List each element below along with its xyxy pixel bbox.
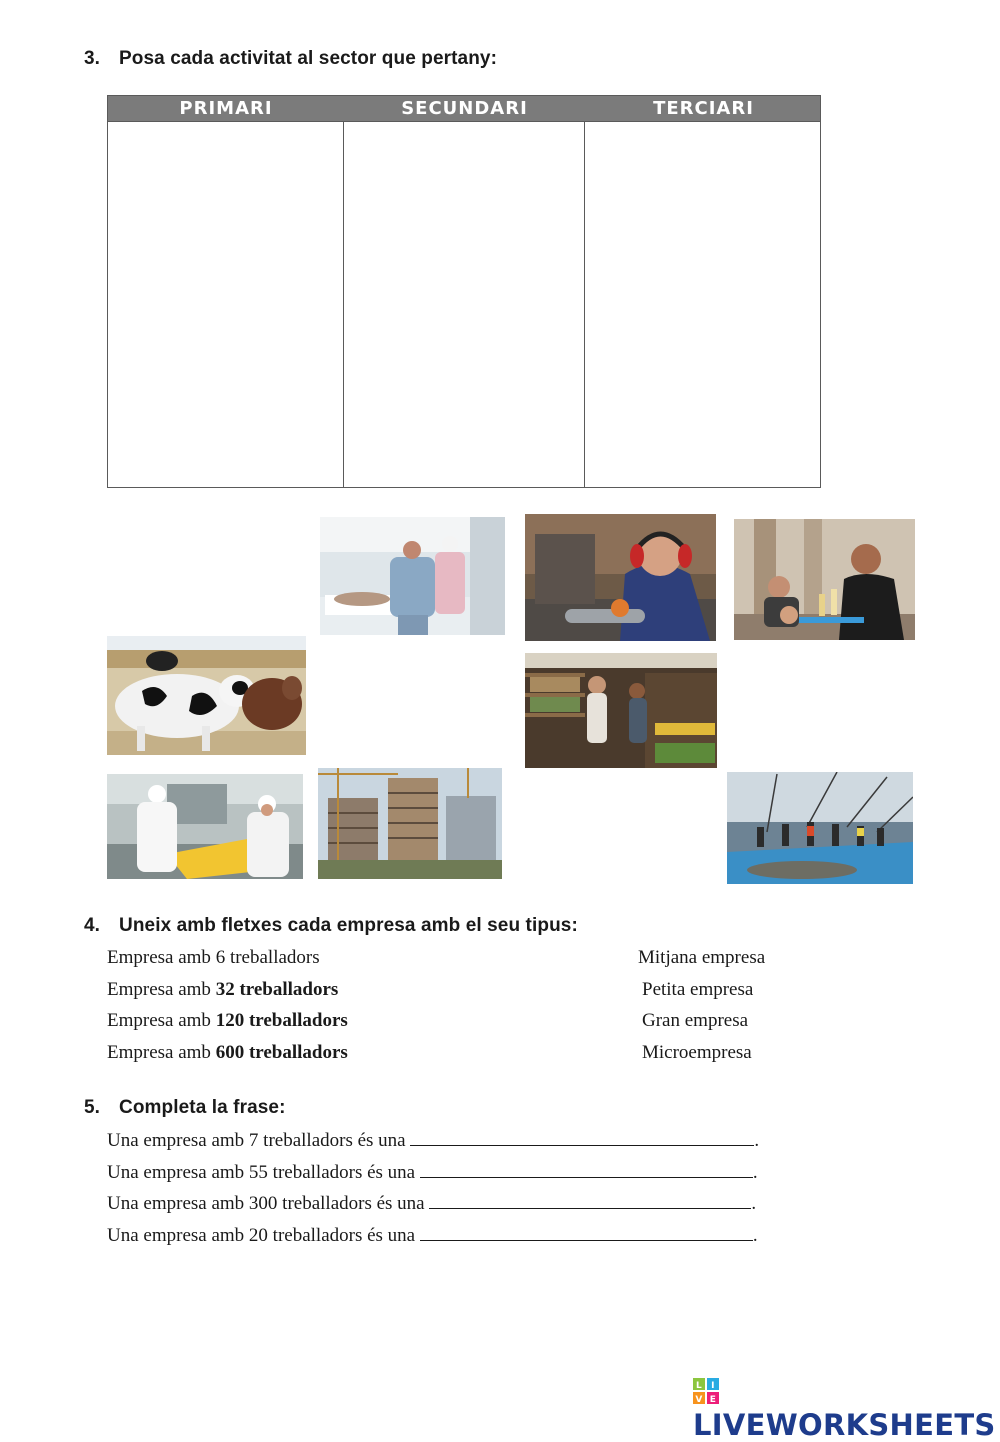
- answer-blank[interactable]: [420, 1160, 753, 1178]
- question-3-title: [84, 48, 497, 70]
- company-item[interactable]: [107, 979, 338, 1001]
- company-item[interactable]: [107, 1010, 348, 1032]
- sentence-row: [107, 1160, 758, 1184]
- photo-cows[interactable]: [107, 636, 306, 755]
- photo-factory-worker[interactable]: [525, 514, 716, 641]
- company-type[interactable]: Gran empresa: [642, 1010, 749, 1031]
- sentence-text: Una empresa amb 20 treballadors és una: [107, 1225, 416, 1246]
- answer-blank[interactable]: [410, 1128, 754, 1146]
- svg-text:E: E: [709, 1395, 717, 1404]
- answer-blank[interactable]: [429, 1191, 751, 1209]
- question-4-title: [84, 915, 578, 937]
- sector-table-header: [108, 96, 820, 122]
- sentence-end: .: [752, 1225, 758, 1246]
- column-terciari: TERCIARI: [653, 98, 754, 119]
- company-workers: 6 treballadors: [215, 947, 320, 968]
- photo-waiter[interactable]: [734, 519, 915, 640]
- sentence-text: Una empresa amb 7 treballadors és una: [107, 1130, 406, 1151]
- question-text: Uneix amb fletxes cada empresa amb el seu tipus:: [119, 915, 578, 936]
- question-number: 4.: [84, 915, 101, 936]
- drop-zone-secundari[interactable]: [344, 122, 584, 487]
- photo-food-factory[interactable]: [107, 774, 303, 879]
- answer-blank[interactable]: [420, 1223, 753, 1241]
- sentence-end: .: [752, 1162, 758, 1183]
- sector-table: [107, 95, 821, 488]
- photo-market[interactable]: [525, 653, 717, 768]
- sentence-text: Una empresa amb 55 treballadors és una: [107, 1162, 416, 1183]
- column-primari: PRIMARI: [179, 98, 273, 119]
- company-type[interactable]: Microempresa: [642, 1042, 752, 1063]
- question-text: Completa la frase:: [119, 1097, 286, 1118]
- sentence-end: .: [754, 1130, 760, 1151]
- brand-name: LIVEWORKSHEETS: [693, 1408, 996, 1442]
- live-blocks-icon: [693, 1377, 719, 1403]
- drop-zone-terciari[interactable]: [585, 122, 820, 487]
- photo-fishing[interactable]: [727, 772, 913, 884]
- question-number: 5.: [84, 1097, 101, 1118]
- sentence-row: [107, 1223, 758, 1247]
- sentence-text: Una empresa amb 300 treballadors és una: [107, 1193, 425, 1214]
- company-workers: 600 treballadors: [215, 1042, 348, 1063]
- question-number: 3.: [84, 48, 101, 69]
- svg-text:I: I: [711, 1381, 715, 1391]
- company-item[interactable]: [107, 1042, 348, 1064]
- sentence-row: [107, 1128, 759, 1152]
- company-prefix: Empresa amb: [107, 1010, 216, 1031]
- company-workers: 32 treballadors: [215, 979, 339, 1000]
- company-type[interactable]: Petita empresa: [642, 979, 754, 1000]
- company-workers: 120 treballadors: [215, 1010, 348, 1031]
- company-type[interactable]: Mitjana empresa: [638, 947, 766, 968]
- company-prefix: Empresa amb: [107, 1042, 216, 1063]
- photo-construction[interactable]: [318, 768, 502, 879]
- company-item[interactable]: [107, 947, 320, 969]
- question-text: Posa cada activitat al sector que pertany:: [119, 48, 498, 69]
- photo-hospital[interactable]: [320, 517, 505, 635]
- svg-text:V: V: [695, 1395, 703, 1404]
- sentence-end: .: [751, 1193, 757, 1214]
- company-prefix: Empresa amb: [107, 979, 216, 1000]
- drop-zone-primari[interactable]: [108, 122, 343, 487]
- column-secundari: SECUNDARI: [401, 98, 528, 119]
- question-5-title: [84, 1097, 286, 1119]
- liveworksheets-logo: [693, 1374, 1000, 1442]
- sentence-row: [107, 1191, 756, 1215]
- svg-text:L: L: [695, 1381, 703, 1391]
- company-prefix: Empresa amb: [107, 947, 216, 968]
